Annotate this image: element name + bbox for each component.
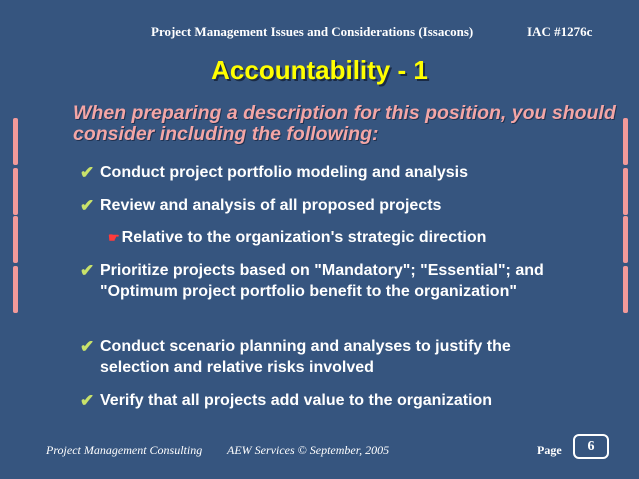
right-accent-bar-3	[623, 216, 628, 263]
left-accent-bar-3	[13, 216, 18, 263]
bullet-item	[80, 336, 580, 378]
right-accent-bar-1	[623, 118, 628, 165]
checkmark-icon: ✔	[80, 391, 95, 410]
bullet-item	[80, 162, 580, 183]
bullet-text: Conduct scenario planning and analyses to justify the selection and relative risks involved	[100, 338, 511, 376]
bullet-text: Conduct project portfolio modeling and analysis	[100, 164, 469, 181]
page-number: 6	[587, 439, 595, 454]
footer-copyright: AEW Services © September, 2005	[227, 443, 390, 457]
checkmark-icon: ✔	[80, 261, 95, 280]
checkmark-icon: ✔	[80, 196, 95, 215]
header-title: Project Management Issues and Considerations (Issacons)	[151, 24, 474, 39]
right-accent-bar-2	[623, 168, 628, 215]
bullet-text: Verify that all projects add value to the organization	[100, 392, 493, 409]
sub-bullet-text: Relative to the organization's strategic direction	[121, 229, 487, 246]
bullet-item	[80, 260, 580, 302]
right-accent-bar-4	[623, 266, 628, 313]
left-accent-bar-4	[13, 266, 18, 313]
slide-title: Accountability - 1	[211, 55, 428, 85]
footer-company: Project Management Consulting	[46, 443, 203, 457]
pointing-hand-icon: ☛	[108, 230, 120, 245]
checkmark-icon: ✔	[80, 163, 95, 182]
bullet-text: Prioritize projects based on "Mandatory"; "Essential"; and "Optimum project portfolio benefit to the organization"	[100, 262, 544, 300]
checkmark-icon: ✔	[80, 337, 95, 356]
left-accent-bar-2	[13, 168, 18, 215]
bullet-text: Review and analysis of all proposed projects	[100, 197, 442, 214]
page-label: Page	[537, 443, 562, 457]
sub-bullet-item	[108, 227, 588, 248]
bullet-item	[80, 195, 580, 216]
bullet-item	[80, 390, 580, 411]
slide-intro: When preparing a description for this position, you should consider including the following:	[73, 102, 616, 145]
header-code: IAC #1276c	[527, 24, 593, 39]
page-number-box	[573, 434, 609, 459]
left-accent-bar-1	[13, 118, 18, 165]
